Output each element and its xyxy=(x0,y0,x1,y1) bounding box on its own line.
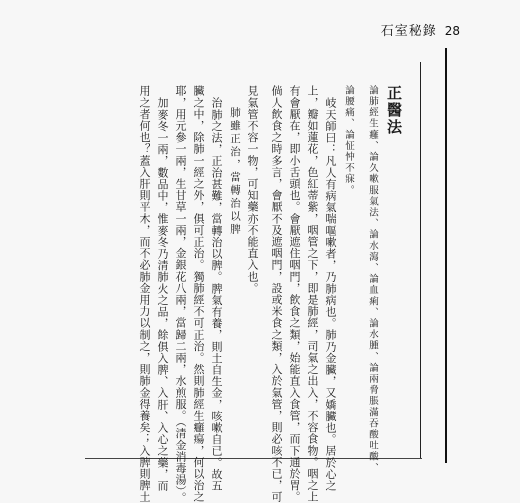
body-column: 倘人飲食之時多言，會厭不及遮咽門，設或米食之類，入於氣管，則必咳不已，可 xyxy=(270,85,283,503)
running-header xyxy=(381,20,460,39)
section-column: 治肺之法，正治甚難，當轉治以脾。脾氣有養，則土自生金，咳嗽自已。故五 xyxy=(210,97,223,492)
section-column: 用之者何也？蓋入肝則平木，而不必肺金用力以制之，則肺金得養矣；入脾則脾土 xyxy=(138,85,151,503)
body-column: 上，瓣如蓮花，色紅蒂紫，咽管之下，即是肺經，司氣之出入，不容食物。咽之上 xyxy=(306,85,319,503)
section-title: 肺雖正治，當轉治以脾 xyxy=(229,107,241,236)
body-column: 有會厭在，即小舌頭也。會厭遮住咽門，飲食之類，始能直入食管，而下通於胃。 xyxy=(288,85,301,503)
section-column: 加麥冬一兩，數品中，惟麥冬乃清肺火之品，餘俱入脾、入肝、入心之藥，而 xyxy=(156,97,169,492)
body-column: 岐天師曰：凡人有病氣喘嘔嗽者，乃肺病也。肺乃金臟，又嬌臟也。居於心之 xyxy=(324,97,337,492)
vertical-rule-thin xyxy=(420,62,421,459)
section-column: 臟之中，除肺一經之外，俱可正治。獨肺經不可正治。然則肺經生癰瘍，何以治之 xyxy=(192,85,205,503)
outline-line: 論腰痛、論怔忡不寐。 xyxy=(343,85,354,196)
page-number: 28 xyxy=(444,24,460,38)
outline-line: 論肺經生癰、論久嗽服氣法、論水瀉、論血痢、論水腫、論兩脅脹滿吞酸吐酸、 xyxy=(367,85,378,474)
text-frame xyxy=(98,85,403,503)
body-column: 見氣管不容一物，可知藥亦不能直入也。 xyxy=(246,85,259,294)
book-title: 石室秘錄 xyxy=(380,24,437,39)
vertical-rule-thick xyxy=(445,48,447,463)
section-column: 耶，用元參一兩，生甘草一兩，金銀花八兩，當歸二兩，水煎服。（清金消毒湯）。 xyxy=(174,85,187,503)
chapter-heading: 正醫法 xyxy=(385,85,403,136)
